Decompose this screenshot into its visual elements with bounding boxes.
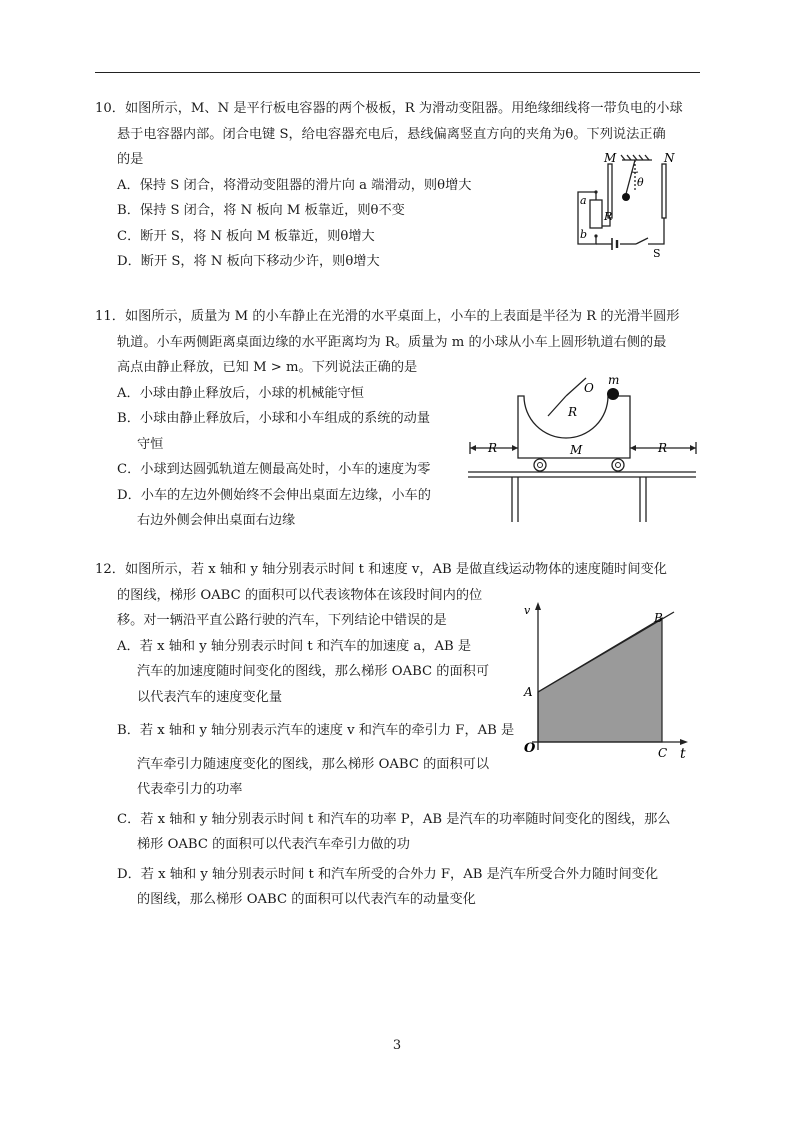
q12-graph bbox=[518, 600, 693, 760]
q12-option-d-line2: 的图线，那么梯形 OABC 的面积可以代表汽车的动量变化 bbox=[137, 892, 476, 907]
q10-circuit-figure bbox=[560, 148, 700, 260]
page-number: 3 bbox=[392, 1038, 402, 1053]
q12-axis-label-v: v bbox=[524, 604, 531, 617]
q11-option-b-line2: 守恒 bbox=[137, 436, 164, 452]
q12-trapezoid-oabc bbox=[538, 618, 662, 742]
q10-option-b: B．保持 S 闭合，将 N 板向 M 板靠近，则θ不变 bbox=[117, 203, 405, 218]
q11-cart-figure bbox=[468, 376, 698, 526]
q12-option-b-line2: 汽车牵引力随速度变化的图线，那么梯形 OABC 的面积可以 bbox=[137, 756, 490, 772]
q11-label-cart-mass: M bbox=[570, 443, 583, 457]
q12-label-c: C bbox=[658, 746, 668, 760]
q11-line2: 轨道。小车两侧距离桌面边缘的水平距离均为 R。质量为 m 的小球从小车上圆形轨道右侧的最 bbox=[117, 334, 667, 350]
header-rule bbox=[95, 72, 700, 73]
q11-label-o: O bbox=[584, 381, 594, 395]
q12-option-d-line1: D．若 x 轴和 y 轴分别表示时间 t 和汽车所受的合外力 F，AB 是汽车所受合外力随时间变化 bbox=[117, 866, 659, 882]
q12-axis-label-t: t bbox=[680, 746, 686, 760]
q12-line2: 的图线，梯形 OABC 的面积可以代表该物体在该段时间内的位 bbox=[117, 587, 483, 603]
q12-label-o: O bbox=[524, 741, 536, 756]
q11-label-m-ball: m bbox=[608, 376, 620, 387]
q10-label-s: S bbox=[653, 247, 661, 260]
q10-line3: 的是 bbox=[117, 152, 144, 167]
q10-option-a: A．保持 S 闭合，将滑动变阻器的滑片向 a 端滑动，则θ增大 bbox=[117, 177, 472, 193]
q11-option-d-line1: D．小车的左边外侧始终不会伸出桌面左边缘，小车的 bbox=[117, 487, 431, 503]
q12-option-a-line1: A．若 x 轴和 y 轴分别表示时间 t 和汽车的加速度 a，AB 是 bbox=[117, 638, 472, 654]
q10-option-d: D．断开 S，将 N 板向下移动少许，则θ增大 bbox=[117, 254, 380, 269]
q12-option-c-line1: C．若 x 轴和 y 轴分别表示时间 t 和汽车的功率 P，AB 是汽车的功率随时间变化的图线，那么 bbox=[117, 811, 671, 827]
q12-line3: 移。对一辆沿平直公路行驶的汽车，下列结论中错误的是 bbox=[117, 613, 447, 628]
q11-option-a: A．小球由静止释放后，小球的机械能守恒 bbox=[117, 385, 364, 401]
q12-option-c-line2: 梯形 OABC 的面积可以代表汽车牵引力做的功 bbox=[137, 837, 410, 852]
q10-line2: 悬于电容器内部。闭合电键 S，给电容器充电后，悬线偏离竖直方向的夹角为θ。下列说法正确 bbox=[117, 126, 666, 142]
q10-line1: 10．如图所示，M、N 是平行板电容器的两个极板，R 为滑动变阻器。用绝缘细线将一带负电的小球 bbox=[95, 101, 683, 116]
q11-label-r-right: R bbox=[658, 441, 668, 455]
q10-label-b: b bbox=[580, 228, 588, 241]
q10-label-n: N bbox=[664, 151, 675, 165]
q10-label-m: M bbox=[604, 151, 617, 165]
q11-option-d-line2: 右边外侧会伸出桌面右边缘 bbox=[137, 513, 296, 528]
q11-option-b-line1: B．小球由静止释放后，小球和小车组成的系统的动量 bbox=[117, 411, 431, 426]
q11-line1: 11．如图所示，质量为 M 的小车静止在光滑的水平桌面上，小车的上表面是半径为 R 的光滑半圆形 bbox=[95, 309, 680, 324]
q12-label-a: A bbox=[524, 685, 533, 699]
q10-option-c: C．断开 S，将 N 板向 M 板靠近，则θ增大 bbox=[117, 228, 375, 244]
q12-line1: 12．如图所示，若 x 轴和 y 轴分别表示时间 t 和速度 v，AB 是做直线运动物体的速度随时间变化 bbox=[95, 562, 667, 577]
q12-option-b-line3: 代表牵引力的功率 bbox=[137, 782, 243, 797]
q11-label-r-left: R bbox=[488, 441, 498, 455]
q12-option-a-line2: 汽车的加速度随时间变化的图线，那么梯形 OABC 的面积可 bbox=[137, 664, 490, 679]
q10-label-r: R bbox=[604, 210, 613, 223]
q12-option-a-line3: 以代表汽车的速度变化量 bbox=[137, 689, 283, 705]
q12-label-b: B bbox=[654, 611, 663, 625]
q11-label-r-radius: R bbox=[568, 405, 578, 419]
q10-label-theta: θ bbox=[637, 176, 644, 189]
q10-label-a: a bbox=[580, 194, 587, 207]
q11-line3: 高点由静止释放，已知 M > m。下列说法正确的是 bbox=[117, 360, 418, 375]
q12-option-b-line1: B．若 x 轴和 y 轴分别表示汽车的速度 v 和汽车的牵引力 F，AB 是 bbox=[117, 723, 515, 738]
q11-option-c: C．小球到达圆弧轨道左侧最高处时，小车的速度为零 bbox=[117, 462, 431, 477]
